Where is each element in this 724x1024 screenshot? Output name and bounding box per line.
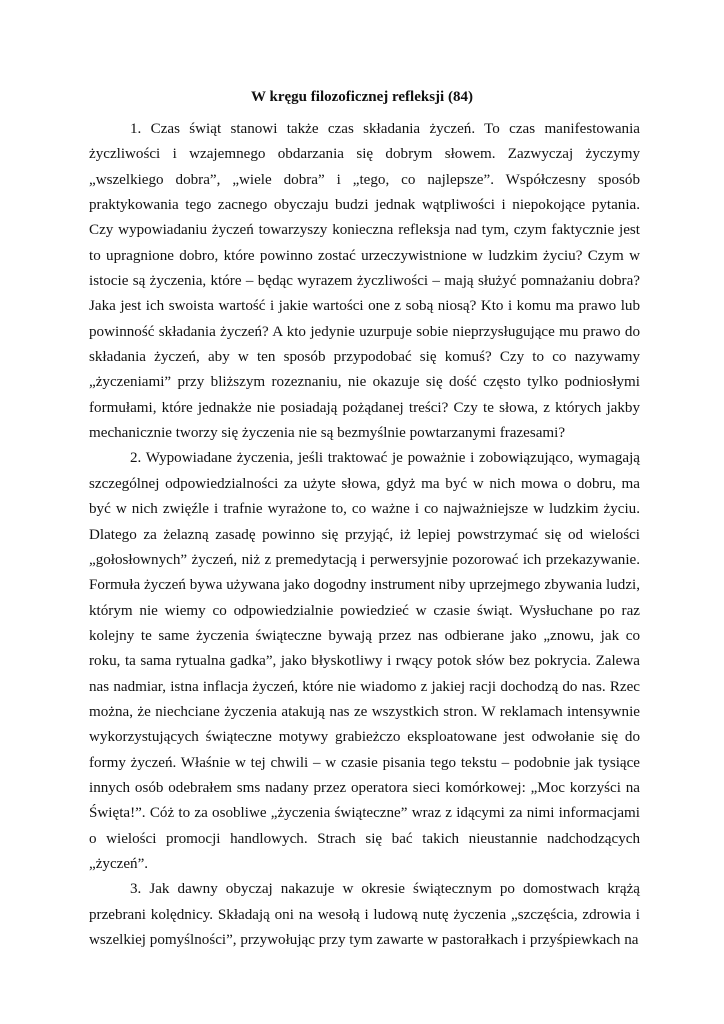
paragraph-2: 2. Wypowiadane życzenia, jeśli traktować je poważnie i zobowiązująco, wymagają szczególnej odpowiedzialności za użyte słowa, gdyż ma być w nich mowa o dobru, ma być w nich zwięźle i trafnie wyrażone to, co ważne i co najważniejsze w ludzkim życiu. Dlatego za żelazną zasadę powinno się przyjąć, iż lepiej powstrzymać się od wielości „gołosłownych” życzeń, niż z premedytacją i perwersyjnie pozorować ich przekazywanie. Formuła życzeń bywa używana jako dogodny instrument niby uprzejmego zbywania ludzi, którym nie wiemy co odpowiedzialnie powiedzieć w czasie świąt. Wysłuchane po raz kolejny te same życzenia świąteczne bywają przez nas odbierane jako „znowu, jak co roku, ta sama rytualna gadka”, jako błyskotliwy i rwący potok słów bez pokrycia. Zalewa nas nadmiar, istna inflacja życzeń, które nie wiadomo z jakiej racji dochodzą do nas. Rzec można, że niechciane życzenia atakują nas ze wszystkich stron. W reklamach intensywnie wykorzystujących świąteczne motywy grabieżczo eksploatowane jest odwołanie się do formy życzeń. Właśnie w tej chwili – w czasie pisania tego tekstu – podobnie jak tysiące innych osób odebrałem sms nadany przez operatora sieci komórkowej: „Moc korzyści na Święta!”. Cóż to za osobliwe „życzenia świąteczne” wraz z idącymi za nimi informacjami o wielości promocji handlowych. Strach się bać takich nieustannie nadchodzących „życzeń”.: [89, 450, 640, 872]
paragraph-1: 1. Czas świąt stanowi także czas składania życzeń. To czas manifestowania życzliwości i wzajemnego obdarzania się dobrym słowem. Zazwyczaj życzymy „wszelkiego dobra”, „wiele dobra” i „tego, co najlepsze”. Współczesny sposób praktykowania tego zacnego obyczaju budzi jednak wątpliwości i niepokojące pytania. Czy wypowiadaniu życzeń towarzyszy konieczna refleksja nad tym, czym faktycznie jest to upragnione dobro, które powinno zostać urzeczywistnione w ludzkim życiu? Czym w istocie są życzenia, które – będąc wyrazem życzliwości – mają służyć pomnażaniu dobra? Jaka jest ich swoista wartość i jakie wartości one z sobą niosą? Kto i komu ma prawo lub powinność składania życzeń? A kto jedynie uzurpuje sobie nieprzysługujące mu prawo do składania życzeń, aby w ten sposób przypodobać się komuś? Czy to co nazywamy „życzeniami” przy bliższym rozeznaniu, nie okazuje się dość często tylko podniosłymi formułami, które jednakże nie posiadają pożądanej treści? Czy te słowa, z których jakby mechanicznie tworzy się życzenia nie są bezmyślnie powtarzanymi frazesami?: [89, 121, 640, 442]
document-body: [89, 117, 640, 953]
paragraph-3: 3. Jak dawny obyczaj nakazuje w okresie świątecznym po domostwach krążą przebrani kolędnicy. Składają oni na wesołą i ludową nutę życzenia „szczęścia, zdrowia i wszelkiej pomyślności”, przywołując przy tym zawarte w pastorałkach i przyśpiewkach na: [89, 881, 640, 948]
document-title: W kręgu filozoficznej refleksji (84): [251, 89, 473, 105]
